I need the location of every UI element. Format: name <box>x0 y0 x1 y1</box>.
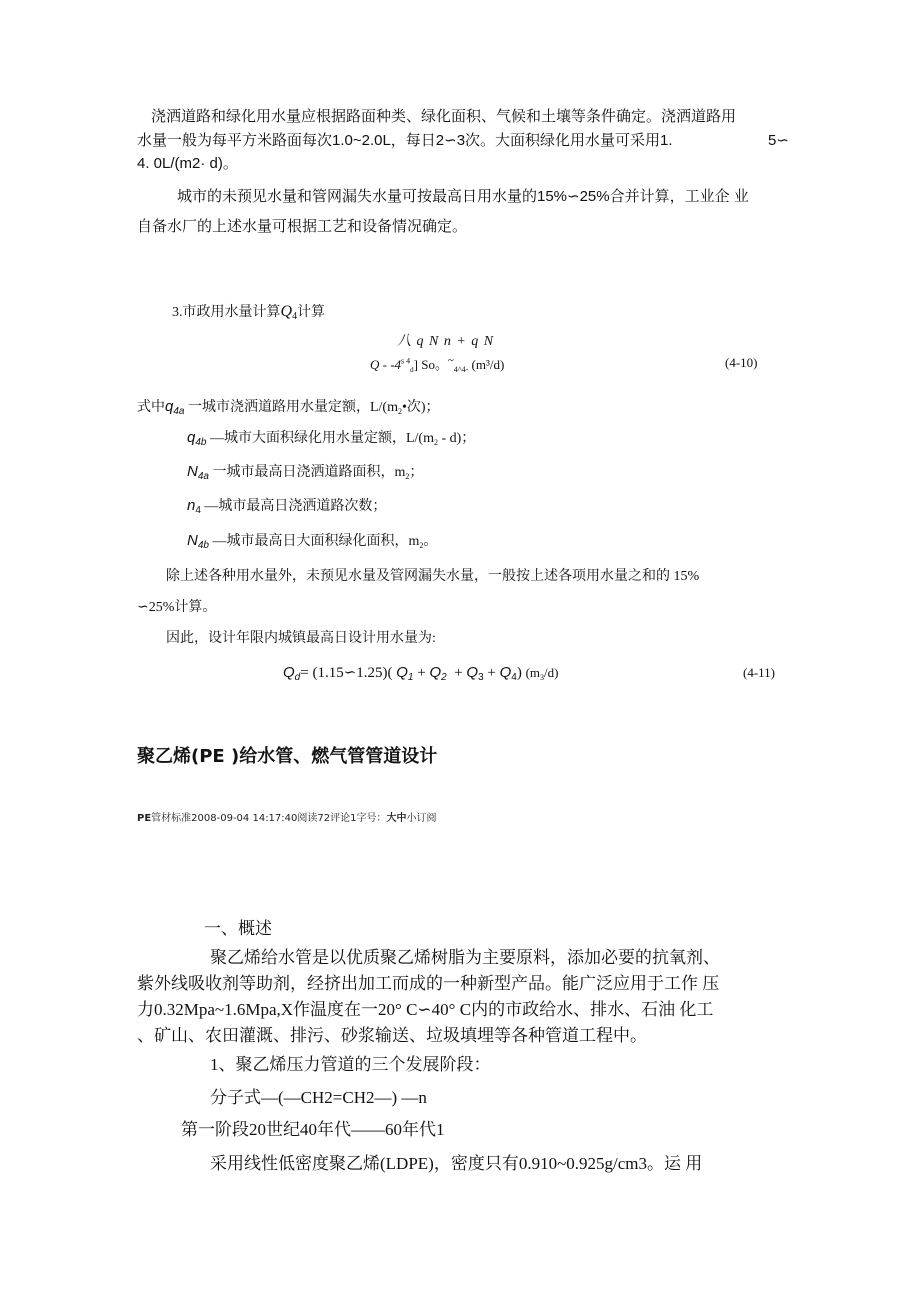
para-line: 紫外线吸收剂等助剂，经挤出加工而成的一种新型产品。能广泛应用于工作 压 <box>137 974 720 993</box>
definition-var: n <box>187 497 196 514</box>
para-line: 城市的未预见水量和管网漏失水量可按最高日用水量的15%∽25%合并计算，工业企 业 <box>177 188 749 205</box>
formula-op: + <box>417 665 426 681</box>
formula-term-sub: 4 <box>511 672 517 683</box>
definition-var: q <box>165 398 174 415</box>
definition-text: —城市最高日浇洒道路次数； <box>204 499 387 514</box>
para-line: ∽25%计算。 <box>137 600 217 615</box>
formula-unit: (m³/d) <box>471 357 505 372</box>
definition-text: 一城市最高日浇洒道路面积，m <box>212 465 406 480</box>
font-size-small-subscribe[interactable]: 小订阅 <box>406 813 437 824</box>
formula-lower-mid: ] So。 <box>413 357 448 372</box>
section-title-suffix: 计算 <box>297 305 326 320</box>
equation-number: (4-11) <box>743 665 776 680</box>
formula-term: Q <box>499 664 512 681</box>
para-line: 因此，设计年限内城镇最高日设计用水量为: <box>166 631 436 646</box>
definition-prefix: 式中 <box>137 400 165 415</box>
equation-number: (4-10) <box>725 355 758 370</box>
para-line: 浇洒道路和绿化用水量应根据路面种类、绿化面积、气候和土壤等条件确定。浇洒道路用 <box>151 108 737 125</box>
definition-text: —城市大面积绿化用水量定额，L/(m <box>209 431 434 446</box>
para-line: 水量一般为每平方米路面每次1.0~2.0L，每日2∽3次。大面积绿化用水量可采用1. <box>137 132 673 149</box>
formula-unit-tail: /d) <box>544 665 559 680</box>
formula-term-sub: 2 <box>441 672 447 683</box>
section-title-sub: 4 <box>292 311 298 322</box>
definition-var: q <box>187 429 196 446</box>
formula-lower-left: Q - -4 <box>370 357 402 372</box>
formula-lower-sub2: 4^4- <box>453 365 469 374</box>
meta-tag[interactable]: PE <box>137 813 152 824</box>
para-line: 聚乙烯给水管是以优质聚乙烯树脂为主要原料，添加必要的抗氧剂、 <box>210 948 720 967</box>
definition-sub: 4a <box>197 471 209 482</box>
subheading: 1、聚乙烯压力管道的三个发展阶段： <box>210 1055 491 1074</box>
definition-sub: 4a <box>173 406 185 417</box>
definition-line <box>187 427 475 448</box>
para-line: 力0.32Mpa~1.6Mpa,X作温度在一20° C∽40° C内的市政给水、排水、石油 化工 <box>137 1000 714 1019</box>
definition-var: N <box>187 532 198 549</box>
formula-op: ) <box>516 665 522 681</box>
para-line: 采用线性低密度聚乙烯(LDPE)，密度只有0.910~0.925g/cm3。运 用 <box>210 1154 703 1173</box>
para-line: 自备水厂的上述水量可根据工艺和设备情况确定。 <box>137 218 468 235</box>
definition-tail: - d)； <box>437 431 476 446</box>
formula-unit-sub: 3 <box>540 673 545 682</box>
para-line: 、矿山、农田灌溉、排污、砂浆输送、垃圾填埋等各种管道工程中。 <box>137 1026 647 1045</box>
formula-term: Q <box>396 664 408 681</box>
definition-tail: •次)； <box>401 400 440 415</box>
meta-text: 管材标准2008-09-04 14:17:40阅读72评论1字号： <box>151 813 387 824</box>
article-title: 聚乙烯(PE )给水管、燃气管管道设计 <box>137 746 438 767</box>
formula-sub: d <box>294 672 301 683</box>
section-title <box>172 302 325 327</box>
formula-unit: (m <box>525 665 541 680</box>
formula-var: Q <box>283 664 295 681</box>
formula-op: + <box>487 665 496 681</box>
article-meta <box>137 809 436 824</box>
stage-line: 第一阶段20世纪40年代——60年代1 <box>181 1120 445 1139</box>
definition-tail: ； <box>409 465 424 480</box>
formula-upper: 八 q N n + q N <box>397 334 495 349</box>
definition-unit-sub: 2 <box>397 407 402 416</box>
font-size-large-link[interactable]: 大中 <box>386 813 407 824</box>
formula-op: + <box>454 665 463 681</box>
para-line-right: 5∽ <box>768 132 789 149</box>
formula-lower-tilde: ~ <box>447 354 454 367</box>
definition-line <box>187 461 423 482</box>
formula-lower-sub: d <box>410 366 414 374</box>
definition-sub: 4b <box>197 540 209 551</box>
formula-body: = (1.15∽1.25)( <box>300 665 393 681</box>
formula-line: 分子式—(—CH2=CH2—) —n <box>210 1088 427 1107</box>
definition-text: —城市最高日大面积绿化面积，m <box>212 534 420 549</box>
definition-tail: 。 <box>423 534 438 549</box>
definition-line <box>137 396 440 417</box>
para-line: 除上述各种用水量外，未预见水量及管网漏失水量，一般按上述各项用水量之和的 15% <box>166 569 700 584</box>
definition-unit-sub: 2 <box>433 438 438 447</box>
definition-var: N <box>187 463 198 480</box>
para-line: 4. 0L/(m2· d)。 <box>137 155 238 172</box>
definition-line <box>187 495 386 516</box>
section-title-var: Q <box>280 303 293 320</box>
formula-term: Q <box>466 664 479 681</box>
definition-text: 一城市浇洒道路用水量定额，L/(m <box>187 400 398 415</box>
section-title-prefix: 3.市政用水量计算 <box>172 305 281 320</box>
definition-unit-sub: 2 <box>405 472 410 481</box>
section-heading: 一、概述 <box>204 919 272 938</box>
formula-4-11 <box>283 663 559 683</box>
formula-lower-sup: s 4 <box>401 356 411 366</box>
definition-line <box>187 530 437 551</box>
definition-sub: 4b <box>195 437 207 448</box>
formula-term-sub: 3 <box>478 672 484 683</box>
formula-term-sub: 1 <box>407 672 414 683</box>
definition-unit-sub: 2 <box>419 541 424 550</box>
definition-sub: 4 <box>195 505 201 516</box>
formula-term: Q <box>429 664 442 681</box>
formula-lower <box>370 354 504 374</box>
